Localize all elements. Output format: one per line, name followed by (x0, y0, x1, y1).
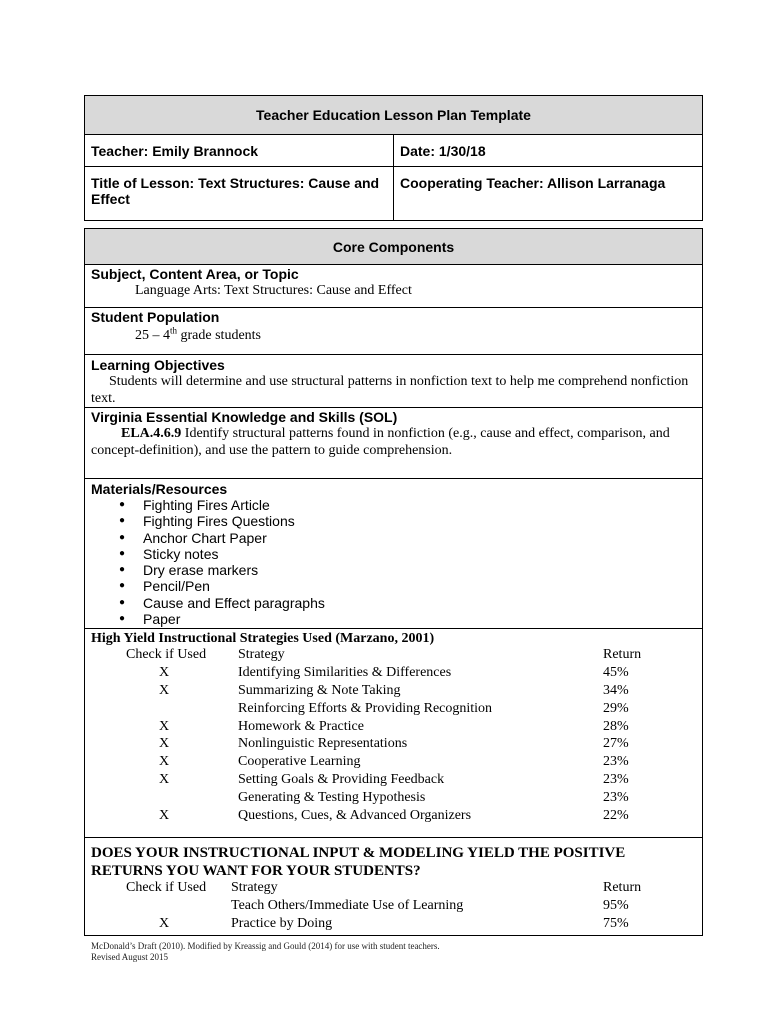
template-title: Teacher Education Lesson Plan Template (85, 96, 703, 135)
population-section (85, 308, 703, 355)
strategies-title: High Yield Instructional Strategies Used (Marzano, 2001) (91, 631, 435, 646)
table-row: X Questions, Cues, & Advanced Organizers 22% (159, 808, 629, 824)
objectives-label: Learning Objectives (91, 357, 225, 373)
strategies-table (85, 647, 702, 826)
materials-section (85, 479, 703, 629)
cooperating-teacher: Cooperating Teacher: Allison Larranaga (394, 167, 703, 221)
material-item: ● Fighting Fires Questions (119, 513, 702, 529)
strategies-section (85, 629, 703, 838)
lesson-header-table (84, 95, 703, 221)
col-strategy-header: Strategy (238, 647, 285, 662)
instructional-table (85, 880, 702, 934)
instructional-section (85, 838, 703, 936)
col-strategy-header: Strategy (231, 880, 278, 895)
population-label: Student Population (91, 309, 220, 325)
table-row: X Setting Goals & Providing Feedback 23% (159, 772, 629, 788)
subject-section (85, 265, 703, 308)
col-check-header: Check if Used (126, 880, 207, 895)
table-row: X Identifying Similarities & Differences 45% (159, 664, 629, 680)
table-row: X Cooperative Learning 23% (159, 754, 629, 770)
sol-value: ELA.4.6.9 Identify structural patterns found in nonfiction (e.g., cause and effect, comparison, and concept-definition), and use the pattern to guide comprehension. (91, 426, 670, 458)
footer-revised: Revised August 2015 (91, 952, 169, 962)
table-row: Generating & Testing Hypothesis 23% (238, 790, 629, 806)
subject-label: Subject, Content Area, or Topic (91, 266, 299, 282)
core-components-table (84, 228, 703, 936)
table-row: Reinforcing Efforts & Providing Recognition 29% (238, 700, 629, 716)
teacher-name: Teacher: Emily Brannock (85, 135, 394, 167)
material-item: ● Paper (119, 611, 702, 627)
table-row: X Homework & Practice 28% (159, 718, 629, 734)
sol-section (85, 408, 703, 479)
col-check-header: Check if Used (126, 647, 207, 662)
population-value: 25 – 4th grade students (135, 325, 261, 343)
objectives-value: Students will determine and use structural patterns in nonfiction text to help me comprehend nonfiction text. (91, 374, 689, 406)
subject-value: Language Arts: Text Structures: Cause and Effect (135, 283, 412, 298)
material-item: ● Fighting Fires Article (119, 497, 702, 513)
objectives-section (85, 355, 703, 408)
lesson-date: Date: 1/30/18 (394, 135, 703, 167)
materials-list (85, 497, 702, 627)
col-return-header: Return (603, 647, 642, 662)
instructional-title: DOES YOUR INSTRUCTIONAL INPUT & MODELING YIELD THE POSITIVE RETURNS YOU WANT FOR YOUR STUDENTS? (91, 845, 626, 879)
table-row: X Summarizing & Note Taking 34% (159, 682, 629, 698)
material-item: ● Sticky notes (119, 546, 702, 562)
strategies-header-row (85, 647, 702, 665)
col-return-header: Return (603, 880, 642, 895)
material-item: ● Cause and Effect paragraphs (119, 595, 702, 611)
core-components-title: Core Components (85, 229, 703, 265)
instructional-header-row (85, 880, 702, 898)
table-row: Teach Others/Immediate Use of Learning 95% (231, 897, 629, 913)
sol-label: Virginia Essential Knowledge and Skills (SOL) (91, 409, 398, 425)
lesson-title: Title of Lesson: Text Structures: Cause and Effect (85, 167, 394, 221)
material-item: ● Pencil/Pen (119, 578, 702, 594)
material-item: ● Anchor Chart Paper (119, 530, 702, 546)
page-footer (91, 941, 440, 963)
materials-label: Materials/Resources (91, 481, 228, 497)
table-row: X Nonlinguistic Representations 27% (159, 736, 629, 752)
footer-credit: McDonald’s Draft (2010). Modified by Kreassig and Gould (2014) for use with student teachers. (91, 941, 440, 951)
material-item: ● Dry erase markers (119, 562, 702, 578)
table-row: X Practice by Doing 75% (159, 915, 629, 931)
